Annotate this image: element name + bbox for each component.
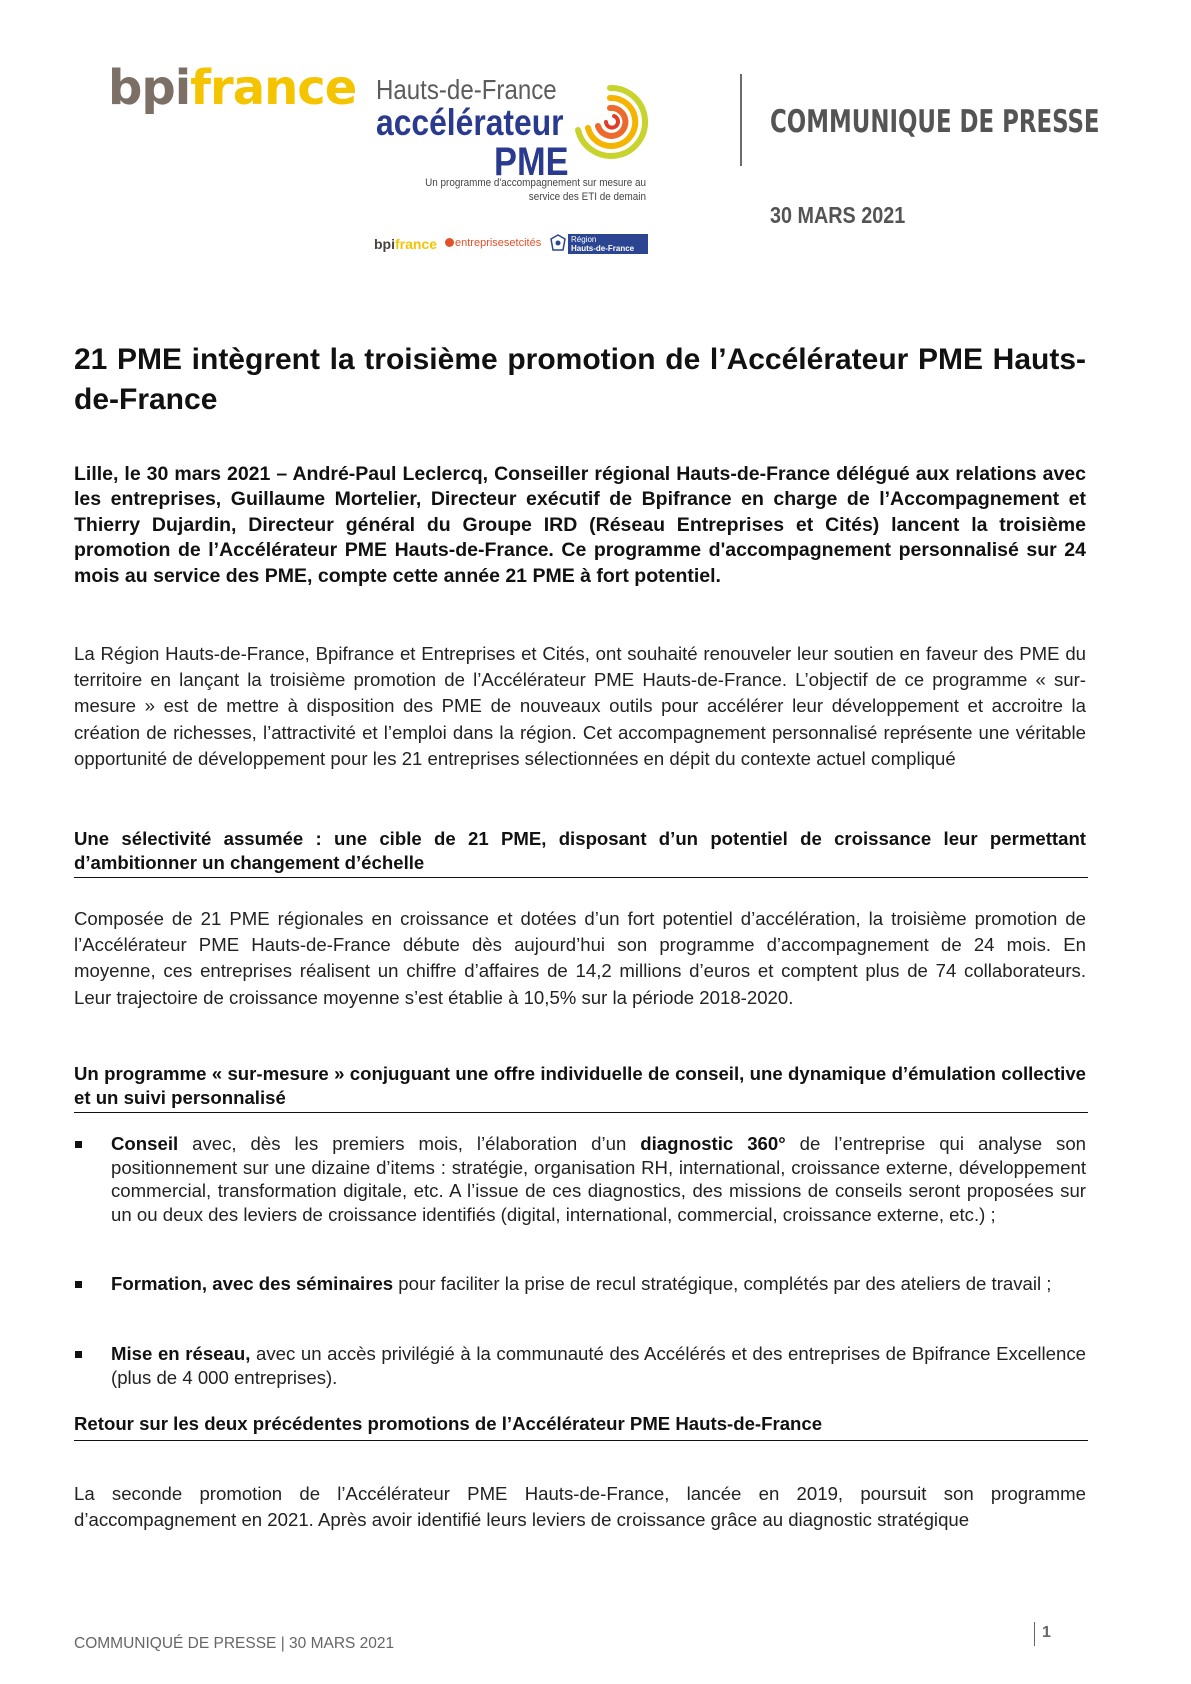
press-release-label: COMMUNIQUE DE PRESSE bbox=[770, 104, 1100, 140]
bullet-square-icon bbox=[75, 1281, 82, 1288]
bpifrance-logo: bpifrance bbox=[108, 60, 357, 116]
section-heading-retour: Retour sur les deux précédentes promotions de l’Accélérateur PME Hauts-de-France bbox=[74, 1413, 823, 1434]
region-badge: Région Hauts-de-France bbox=[568, 234, 648, 254]
partner-region bbox=[550, 232, 650, 256]
swirl-icon bbox=[570, 82, 650, 162]
partner-logos bbox=[374, 232, 652, 258]
bullet-square-icon bbox=[75, 1351, 82, 1358]
press-release-date: 30 MARS 2021 bbox=[770, 202, 906, 228]
region-emblem-icon bbox=[550, 234, 566, 252]
section-rule bbox=[74, 1440, 1088, 1441]
header-divider bbox=[740, 74, 742, 166]
selectivite-paragraph: Composée de 21 PME régionales en croissance et dotées d’un fort potentiel d’accélération, la troisième promotion de l’Accélérateur PME Hauts-de-France débute dès aujourd’hui son programme d’accompagnement de 24 mois. En moyenne, ces entreprises réalisent un chiffre d’affaires de 14,2 millions d’euros et comptent plus de 74 collaborateurs. Leur trajectoire de croissance moyenne s’est établie à 10,5% sur la période 2018-2020. bbox=[74, 908, 1086, 1008]
bullet-square-icon bbox=[75, 1141, 82, 1148]
section-heading-selectivite: Une sélectivité assumée : une cible de 21 PME, disposant d’un potentiel de croissance leur permettant d’ambitionner un changement d’échelle bbox=[74, 828, 1086, 873]
intro-paragraph: La Région Hauts-de-France, Bpifrance et Entreprises et Cités, ont souhaité renouveler leur soutien en faveur des PME du territoire en lançant la troisième promotion de l’Accélérateur PME Hauts-de-France. L’objectif de ce programme « sur-mesure » est de mettre à disposition des PME de nouveaux outils pour accélérer leur développement et accroitre la création de richesses, l’attractivité et l’emploi dans la région. Cet accompagnement personnalisé représente une véritable opportunité de développement pour les 21 entreprises sélectionnées en dépit du contexte actuel compliqué bbox=[74, 643, 1086, 769]
lead-paragraph: Lille, le 30 mars 2021 – André-Paul Leclercq, Conseiller régional Hauts-de-France délégué aux relations avec les entreprises, Guillaume Mortelier, Directeur exécutif de Bpifrance en charge de l’Accompagnement et Thierry Dujardin, Directeur général du Groupe IRD (Réseau Entreprises et Cités) lancent la troisième promotion de l’Accélérateur PME Hauts-de-France. Ce programme d'accompagnement personnalisé sur 24 mois au service des PME, compte cette année 21 PME à fort potentiel. bbox=[74, 463, 1086, 587]
partner-entreprises-et-cites: entreprisesetcités bbox=[445, 237, 541, 249]
footer-text: COMMUNIQUÉ DE PRESSE | 30 MARS 2021 bbox=[74, 1635, 395, 1652]
accelerateur-name: accélérateur bbox=[376, 102, 564, 143]
accelerateur-pme: PME bbox=[494, 140, 569, 184]
footer-divider bbox=[1034, 1622, 1035, 1646]
accelerateur-tagline: Un programme d'accompagnement sur mesure au service des ETI de demain bbox=[425, 177, 646, 203]
page-number: 1 bbox=[1042, 1624, 1051, 1641]
accelerateur-region: Hauts-de-France bbox=[376, 74, 557, 105]
section-heading-programme: Un programme « sur-mesure » conjuguant une offre individuelle de conseil, une dynamique d’émulation collective et un suivi personnalisé bbox=[74, 1063, 1086, 1108]
ec-dot-icon bbox=[445, 238, 454, 247]
retour-paragraph: La seconde promotion de l’Accélérateur PME Hauts-de-France, lancée en 2019, poursuit son programme d’accompagnement en 2021. Après avoir identifié leurs leviers de croissance grâce au diagnostic stratégique bbox=[74, 1483, 1086, 1531]
page-title: 21 PME intègrent la troisième promotion de l’Accélérateur PME Hauts-de-France bbox=[74, 343, 1086, 416]
section-rule bbox=[74, 877, 1088, 878]
section-rule bbox=[74, 1112, 1088, 1113]
partner-bpifrance: bpifrance bbox=[374, 236, 438, 252]
